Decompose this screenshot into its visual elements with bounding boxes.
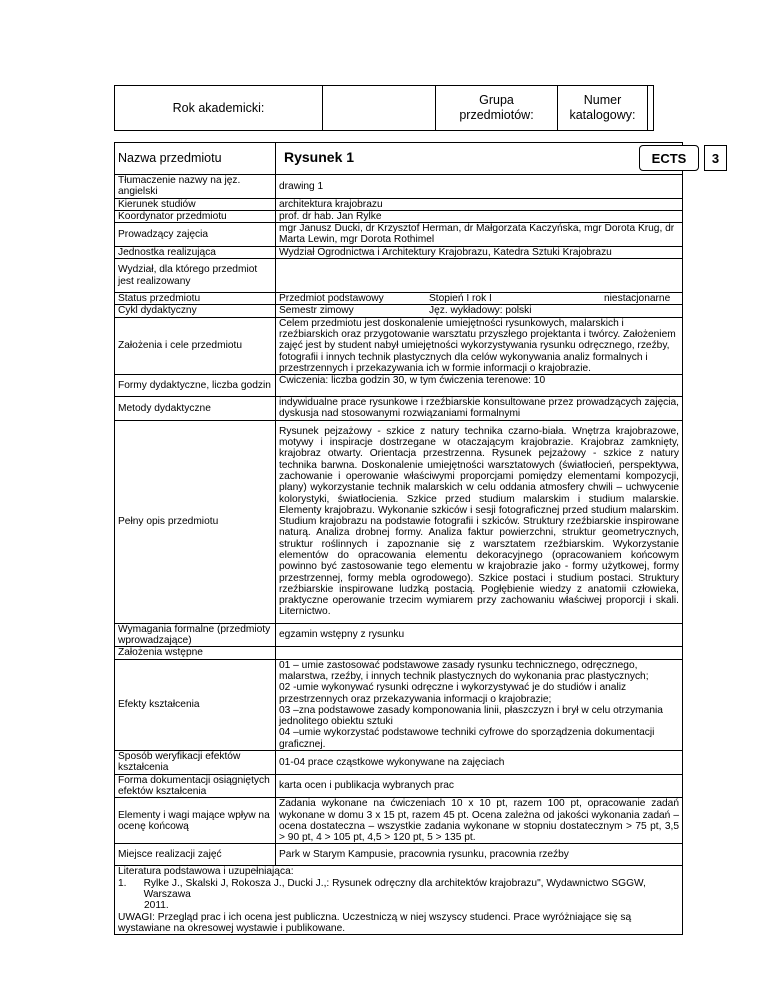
ects-value: 3 xyxy=(704,145,727,171)
status-type: Przedmiot podstawowy xyxy=(279,293,384,305)
kierunek-value: architektura krajobrazu xyxy=(276,198,683,210)
ects-label: ECTS xyxy=(639,145,699,171)
status-mode: niestacjonarne xyxy=(604,293,671,305)
literature-item-number: 1. xyxy=(118,877,127,889)
grupa-przedmiotow-label: Grupa przedmiotów: xyxy=(436,86,558,130)
literature-title: Literatura podstawowa i uzupełniająca: xyxy=(118,866,294,878)
translation-label: Tłumaczenie nazwy na jęz. angielski xyxy=(115,175,276,199)
zalozenia-label: Założenia i cele przedmiotu xyxy=(115,317,276,374)
course-title: Rysunek 1 xyxy=(284,148,355,165)
sposob-value: 01-04 prace cząstkowe wykonywane na zajęciach xyxy=(276,751,683,775)
uwagi-note: UWAGI: Przegląd prac i ich ocena jest publiczna. Uczestniczą w niej wszyscy studenci. Prace wyróżniające się są wystawiane na okresowej wystawie i publikowane. xyxy=(118,911,632,934)
efekt-03: 03 –zna podstawowe zasady komponowania linii, płaszczyzn i brył w celu otrzymania jednolitego obiektu sztuki xyxy=(279,704,663,728)
literature-cell xyxy=(115,866,683,935)
name-label: Nazwa przedmiotu xyxy=(115,143,276,175)
efekty-label: Efekty kształcenia xyxy=(115,659,276,750)
wymagania-value: egzamin wstępny z rysunku xyxy=(276,623,683,647)
cykl-label: Cykl dydaktyczny xyxy=(115,305,276,317)
formy-value: Ćwiczenia: liczba godzin 30, w tym ćwiczenia terenowe: 10 xyxy=(276,375,683,397)
cykl-language: Jęz. wykładowy: polski xyxy=(429,305,532,317)
formy-label: Formy dydaktyczne, liczba godzin xyxy=(115,375,276,397)
wydzial-label: Wydział, dla którego przedmiot jest realizowany xyxy=(115,259,276,293)
elementy-label: Elementy i wagi mające wpływ na ocenę końcową xyxy=(115,798,276,844)
wydzial-value xyxy=(276,259,683,293)
miejsce-label: Miejsce realizacji zajęć xyxy=(115,844,276,866)
rok-akademicki-label: Rok akademicki: xyxy=(115,86,323,130)
forma-label: Forma dokumentacji osiągniętych efektów kształcenia xyxy=(115,774,276,798)
miejsce-value: Park w Starym Kampusie, pracownia rysunku, pracownia rzeźby xyxy=(276,844,683,866)
efekt-02: 02 -umie wykonywać rysunki odręczne i wykorzystywać je do studiów i analiz przestrzennych oraz przekazywania informacji o krajobrazie; xyxy=(279,682,627,705)
status-degree: Stopień I rok I xyxy=(429,293,492,305)
efekt-01: 01 – umie zastosować podstawowe zasady rysunku technicznego, odręcznego, malarstwa, rzeźby, i innych technik plastycznych do wykonania prac plastycznych; xyxy=(279,659,649,682)
forma-value: karta ocen i publikacja wybranych prac xyxy=(276,774,683,798)
zalozenia-wstepne-label: Założenia wstępne xyxy=(115,647,276,659)
jednostka-label: Jednostka realizująca xyxy=(115,246,276,258)
opis-label: Pełny opis przedmiotu xyxy=(115,420,276,623)
translation-value: drawing 1 xyxy=(276,175,683,199)
cykl-semester: Semestr zimowy xyxy=(279,305,354,317)
efekt-04: 04 –umie wykorzystać podstawowe techniki cyfrowe do sporządzenia dokumentacji graficznej. xyxy=(279,727,655,750)
metody-label: Metody dydaktyczne xyxy=(115,397,276,421)
literature-item-year: 2011. xyxy=(144,900,169,912)
wymagania-label: Wymagania formalne (przedmioty wprowadzające) xyxy=(115,623,276,647)
elementy-value: Zadania wykonane na ćwiczeniach 10 x 10 pt, razem 100 pt, opracowanie zadań wykonane w domu 3 x 15 pt, razem 45 pt. Ocena zależna od jakości wykonania zadań – ocena dostateczna – wszystkie zadania wykonane w stopniu dostatecznym > 75 pt, 3,5 > 90 pt, 4 > 105 pt, 4,5 > 120 pt, 5 > 135 pt. xyxy=(276,798,683,844)
course-table xyxy=(114,142,683,935)
zalozenia-wstepne-value xyxy=(276,647,683,659)
jednostka-value: Wydział Ogrodnictwa i Architektury Krajobrazu, Katedra Sztuki Krajobrazu xyxy=(276,246,683,258)
zalozenia-value: Celem przedmiotu jest doskonalenie umiejętności rysunkowych, malarskich i rzeźbiarskich oraz przygotowanie warsztatu przyszłego projektanta i twórcy. Założeniem zajęć jest by student nabył umiejętności wykorzystywania rysunku odręcznego, rzeźby, fotografii i innych technik plastycznych dla celów wykonywania analiz formalnych i przestrzennych i przekazywania ich w formie informacji o krajobrazie. xyxy=(276,317,683,374)
koordynator-label: Koordynator przedmiotu xyxy=(115,210,276,222)
literature-item-1: Rylke J., Skalski J, Rokosza J., Ducki J.,: Rysunek odręczny dla architektów krajobrazu", Wydawnictwo SGGW, Warszawa xyxy=(143,877,646,900)
kierunek-label: Kierunek studiów xyxy=(115,198,276,210)
numer-katalogowy-label: Numer katalogowy: xyxy=(558,86,648,130)
sposob-label: Sposób weryfikacji efektów kształcenia xyxy=(115,751,276,775)
metody-value: indywidualne prace rysunkowe i rzeźbiarskie konsultowane przez prowadzących zajęcia, dyskusja nad stosowanymi rozwiązaniami formalnymi xyxy=(276,397,683,421)
prowadzacy-label: Prowadzący zajęcia xyxy=(115,223,276,247)
prowadzacy-value: mgr Janusz Ducki, dr Krzysztof Herman, dr Małgorzata Kaczyńska, mgr Dorota Krug, dr Marta Lewin, mgr Dorota Rothimel xyxy=(276,223,683,247)
opis-value: Rysunek pejzażowy - szkice z natury technika czarno-biała. Wnętrza krajobrazowe, motywy i inspiracje dostrzegane w otaczającym krajobrazie. Krajobraz zamknięty, krajobraz otwarty. Orientacja przestrzenna. Rysunek pejzażowy - szkice z natury technika barwna. Doskonalenie umiejętności warsztatowych (światłocień, perspektywa, zachowanie i operowanie właściwymi proporcjami pomiędzy elementami kompozycji, plany) wykorzystanie technik malarskich w celu oddania atmosfery chwili – uchwycenie kolorystyki, światłocienia. Szkice przed studium malarskim i studium malarskie. Elementy krajobrazu. Wykonanie szkiców i sesji fotograficznej przed studium malarskim. Studium krajobrazu na podstawie fotografii i szkiców. Struktury rzeźbiarskie inspirowane naturą. Analiza drobnej formy. Analiza faktur powierzchni, struktur geometrycznych, struktur roślinnych i zapoznanie się z warsztatem rzeźbiarskim. Wykorzystanie elementów do opracowania elementu dekoracyjnego (opracowaniem końcowym powinno być zastosowanie tego elementu w krajobrazie jako - formy użytkowej, formy przestrzennej, formy mebla ogrodowego). Szkice postaci i studium postaci. Struktury rzeźbiarskie inspirowane ludzką postacią. Pogłębienie wiedzy z anatomii człowieka, praktyczne operowanie trzecim wymiarem przy zachowaniu właściwej proporcji i skali. Liternictwo. xyxy=(276,420,683,623)
koordynator-value: prof. dr hab. Jan Rylke xyxy=(276,210,683,222)
status-label: Status przedmiotu xyxy=(115,293,276,305)
header-box xyxy=(114,85,654,131)
